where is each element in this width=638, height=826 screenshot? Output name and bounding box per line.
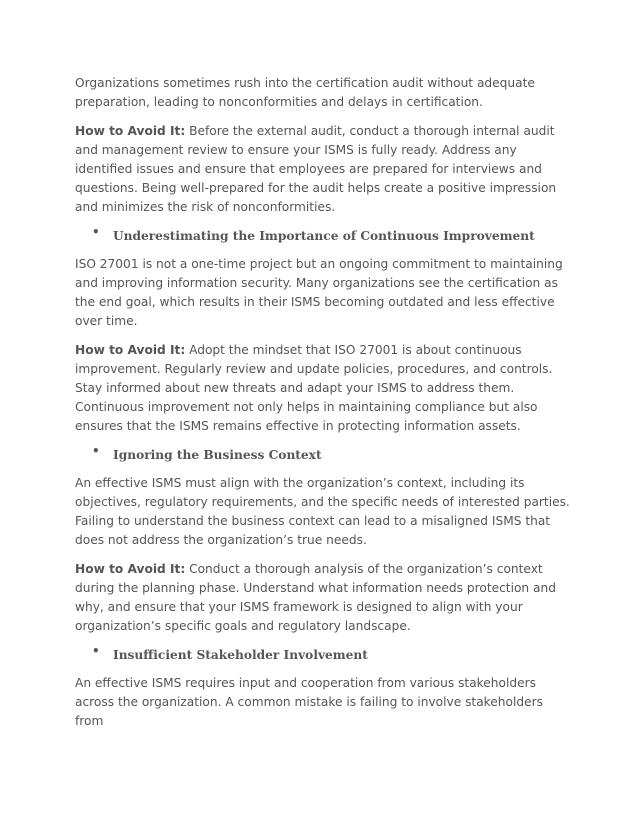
bullet-icon: •: [92, 644, 100, 658]
body-paragraph-3: An effective ISMS must align with the organization’s context, including its objectives, regulatory requirements, and the specific needs of interested parties. Failing to understand the business context can lead to a misaligned ISMS that does not address the organization’s true needs.: [75, 476, 570, 547]
bullet-heading-text: Ignoring the Business Context: [113, 448, 322, 462]
bullet-icon: •: [92, 225, 100, 239]
bullet-heading-continuous-improvement: [75, 227, 575, 246]
how-to-avoid-label: How to Avoid It:: [75, 562, 186, 576]
bullet-heading-stakeholder-involvement: [75, 646, 575, 665]
bullet-heading-business-context: [75, 446, 575, 465]
how-to-avoid-text: Before the external audit, conduct a thorough internal audit and management review to ensure your ISMS is fully ready. Address any identified issues and ensure that employees are prepared for interviews and questions. Being well-prepared for the audit helps create a positive impression and minimizes the risk of nonconformities.: [75, 124, 557, 214]
how-to-avoid-label: How to Avoid It:: [75, 343, 186, 357]
bullet-icon: •: [92, 444, 100, 458]
intro-paragraph: Organizations sometimes rush into the certification audit without adequate preparation, leading to nonconformities and delays in certification.: [75, 76, 535, 109]
how-to-avoid-label: How to Avoid It:: [75, 124, 186, 138]
how-to-avoid-text: Conduct a thorough analysis of the organization’s context during the planning phase. Understand what information needs protection and why, and ensure that your ISMS framework is designed to align with your organization’s specific goals and regulatory landscape.: [75, 562, 556, 633]
bullet-heading-text: Underestimating the Importance of Continuous Improvement: [113, 229, 535, 243]
how-to-avoid-text: Adopt the mindset that ISO 27001 is about continuous improvement. Regularly review and update policies, procedures, and controls. Stay informed about new threats and adapt your ISMS to address them. Continuous improvement not only helps in maintaining compliance but also ensures that the ISMS remains effective in protecting information assets.: [75, 343, 553, 433]
body-paragraph-2: ISO 27001 is not a one-time project but an ongoing commitment to maintaining and improving information security. Many organizations see the certification as the end goal, which results in their ISMS becoming outdated and less effective over time.: [75, 257, 563, 328]
how-to-avoid-paragraph-2: [75, 341, 575, 436]
how-to-avoid-paragraph-3: [75, 560, 575, 636]
how-to-avoid-paragraph-1: [75, 122, 575, 217]
bullet-heading-text: Insufficient Stakeholder Involvement: [113, 648, 368, 662]
body-paragraph-4: An effective ISMS requires input and cooperation from various stakeholders across the organization. A common mistake is failing to involve stakeholders from: [75, 676, 543, 728]
document-page: [75, 74, 575, 741]
